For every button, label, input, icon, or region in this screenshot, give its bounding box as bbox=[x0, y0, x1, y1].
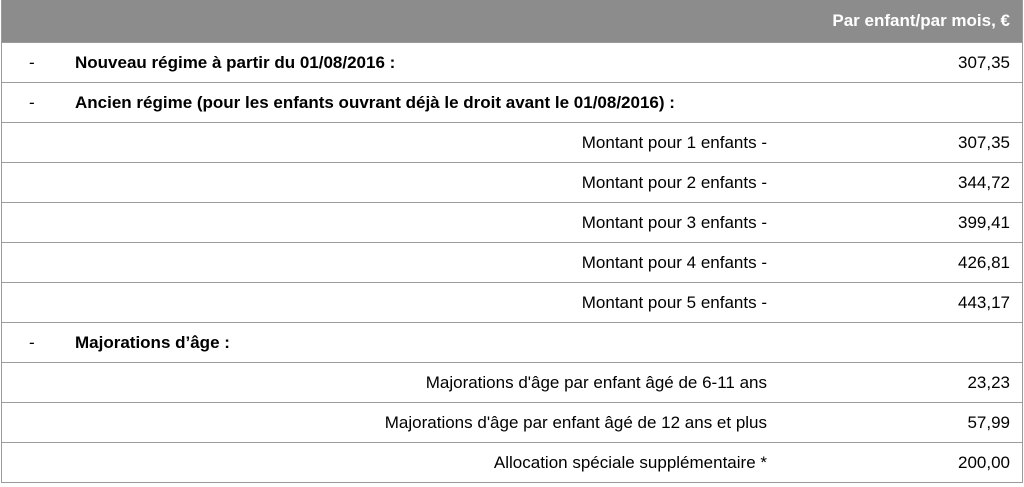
row-value: 57,99 bbox=[967, 412, 1010, 432]
section-title: Nouveau régime à partir du 01/08/2016 : bbox=[75, 52, 396, 72]
section-title: Majorations d’âge : bbox=[75, 332, 230, 352]
row-value: 426,81 bbox=[958, 252, 1010, 272]
row-nouveau-regime bbox=[2, 42, 1022, 82]
row-montant-4 bbox=[2, 242, 1022, 282]
row-value: 200,00 bbox=[958, 452, 1010, 472]
row-majorations bbox=[2, 322, 1022, 362]
row-allocation-speciale bbox=[2, 442, 1022, 483]
row-label: Majorations d'âge par enfant âgé de 12 ans et plus bbox=[384, 412, 767, 432]
table-header bbox=[2, 0, 1022, 42]
row-label: Majorations d'âge par enfant âgé de 6-11 ans bbox=[425, 372, 767, 392]
row-label: Allocation spéciale supplémentaire * bbox=[493, 452, 767, 472]
row-dash: - bbox=[29, 92, 35, 112]
row-montant-2 bbox=[2, 162, 1022, 202]
row-majoration-6-11 bbox=[2, 362, 1022, 402]
row-value: 443,17 bbox=[958, 292, 1010, 312]
row-label: Montant pour 4 enfants - bbox=[581, 252, 767, 272]
row-label: Montant pour 5 enfants - bbox=[581, 292, 767, 312]
section-title: Ancien régime (pour les enfants ouvrant déjà le droit avant le 01/08/2016) : bbox=[75, 92, 675, 112]
column-title: Par enfant/par mois, € bbox=[832, 11, 1010, 30]
row-dash: - bbox=[29, 52, 35, 72]
row-montant-5 bbox=[2, 282, 1022, 322]
row-value: 307,35 bbox=[958, 132, 1010, 152]
row-label: Montant pour 2 enfants - bbox=[581, 172, 767, 192]
row-ancien-regime bbox=[2, 82, 1022, 122]
row-dash: - bbox=[29, 332, 35, 352]
row-montant-3 bbox=[2, 202, 1022, 242]
allowance-table bbox=[1, 0, 1023, 483]
row-value: 23,23 bbox=[967, 372, 1010, 392]
row-value: 307,35 bbox=[958, 52, 1010, 72]
row-montant-1 bbox=[2, 122, 1022, 162]
row-value: 344,72 bbox=[958, 172, 1010, 192]
row-majoration-12-plus bbox=[2, 402, 1022, 442]
row-label: Montant pour 3 enfants - bbox=[581, 212, 767, 232]
row-label: Montant pour 1 enfants - bbox=[581, 132, 767, 152]
row-value: 399,41 bbox=[958, 212, 1010, 232]
